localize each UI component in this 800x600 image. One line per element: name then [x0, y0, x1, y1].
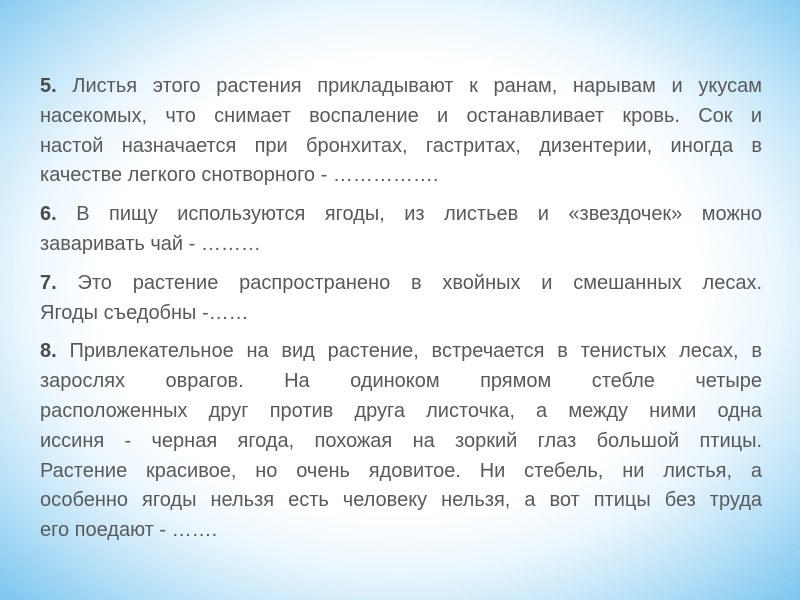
question-5-number: 5. — [40, 75, 57, 97]
question-8-number: 8. — [40, 340, 57, 363]
question-6 — [40, 200, 762, 260]
question-6-number: 6. — [40, 203, 57, 226]
question-5-line-4: качестве легкого снотворного - ……………. — [40, 164, 439, 187]
question-8 — [40, 337, 762, 546]
question-8-line-7: его поедают - ……. — [40, 519, 218, 542]
question-7-line-1: 7. Это растение распространено в хвойных и смешанных лесах. — [40, 271, 762, 294]
question-8-line-5: Растение красивое, но очень ядовитое. Ни стебель, ни листья, а — [40, 459, 762, 482]
question-7-number: 7. — [40, 271, 57, 294]
question-7-line-2: Ягоды съедобны -…… — [40, 301, 249, 324]
question-6-line-1: 6. В пищу используются ягоды, из листьев и «звездочек» можно — [40, 203, 762, 226]
question-8-line-4: иссиня - черная ягода, похожая на зоркий глаз большой птицы. — [40, 429, 762, 452]
slide-text-body — [40, 72, 762, 555]
question-5-line-1: 5. Листья этого растения прикладывают к ранам, нарывам и укусам — [40, 75, 762, 97]
question-5-line-3: настой назначается при бронхитах, гастритах, дизентерии, иногда в — [40, 134, 762, 157]
question-8-line-1: 8. Привлекательное на вид растение, встречается в тенистых лесах, в — [40, 340, 762, 363]
question-8-line-3: расположенных друг против друга листочка, а между ними одна — [40, 399, 762, 422]
question-8-line-2: зарослях оврагов. На одиноком прямом стебле четыре — [40, 370, 762, 393]
question-8-line-6: особенно ягоды нельзя есть человеку нельзя, а вот птицы без труда — [40, 489, 762, 512]
question-6-line-2: заваривать чай - ……… — [40, 232, 261, 255]
question-5 — [40, 72, 762, 191]
question-5-line-2: насекомых, что снимает воспаление и останавливает кровь. Сок и — [40, 104, 762, 127]
question-7 — [40, 269, 762, 329]
